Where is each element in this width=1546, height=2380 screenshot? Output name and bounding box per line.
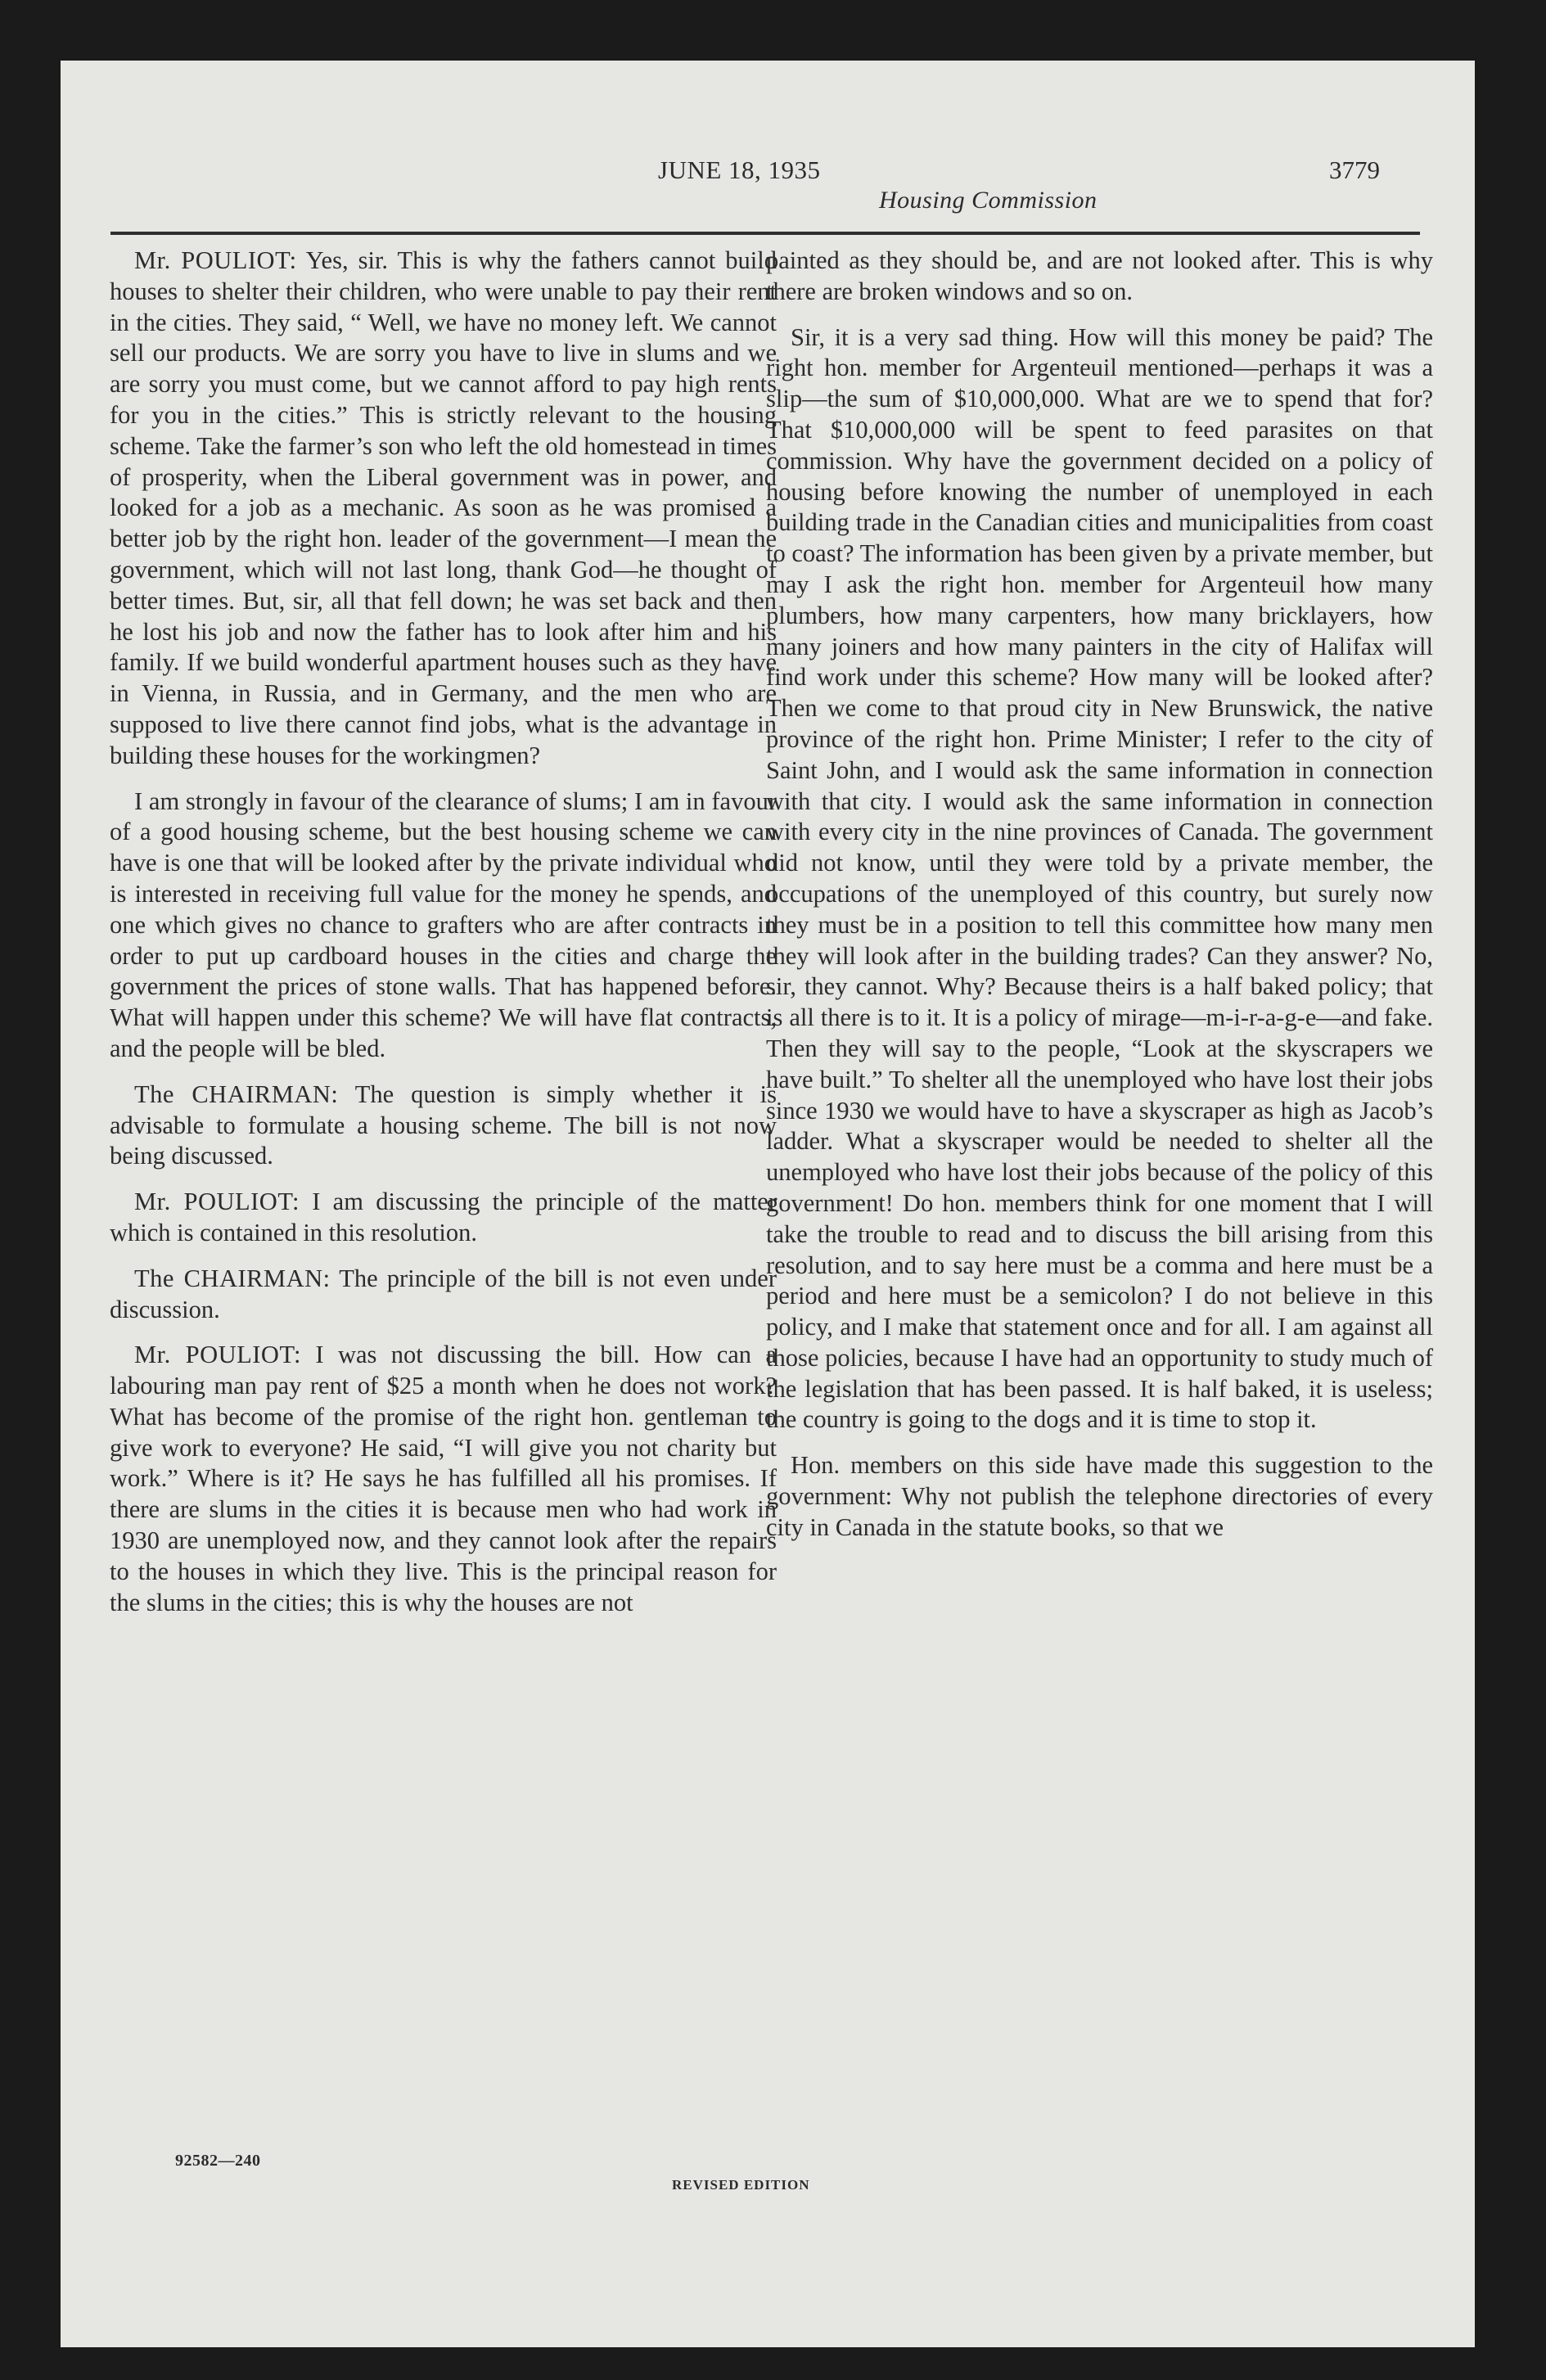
edition-label: REVISED EDITION bbox=[672, 2177, 810, 2193]
paragraph bbox=[110, 246, 777, 772]
right-column bbox=[766, 246, 1433, 1558]
paragraph-text: Hon. members on this side have made this suggestion to the government: Why not publish the telephone directories of every city in Canada in the statute books, so that we bbox=[766, 1451, 1433, 1541]
speaker-name: Mr. POULIOT: bbox=[134, 1188, 300, 1216]
page-header bbox=[61, 156, 1475, 254]
speaker-name: Mr. POULIOT: bbox=[134, 1341, 302, 1369]
paragraph bbox=[110, 787, 777, 1065]
document-page bbox=[61, 61, 1475, 2347]
speaker-name: The CHAIRMAN: bbox=[134, 1080, 339, 1108]
paragraph-continuation bbox=[766, 246, 1433, 308]
header-rule bbox=[110, 232, 1420, 235]
paragraph bbox=[766, 1450, 1433, 1543]
paragraph-text: Sir, it is a very sad thing. How will this money be paid? The right hon. member for Argenteuil mentioned—perhaps it was a slip—the sum of $10,000,000. What are we to spend that for? That $10,000,000 will be spent to feed parasites on that commission. Why have the government decided on a policy of housing before knowing the number of unemployed in each building trade in the Canadian cities and municipalities from coast to coast? The information has been given by a private member, but may I ask the right hon. member for Argenteuil how many plumbers, how many carpenters, how many bricklayers, how many joiners and how many painters in the city of Halifax will find work under this scheme? How many will be looked after? Then we come to that proud city in New Brunswick, the native province of the right hon. Prime Minister; I refer to the city of Saint John, and I would ask the same information in connection with that city. I would ask the same information in connection with every city in the nine provinces of Canada. The government did not know, until they were told by a private member, the occupations of the unemployed of this country, but surely now they must be in a position to tell this committee how many men they will look after in the building trades? Can they answer? No, sir, they cannot. Why? Because theirs is a half baked policy; that is all there is to it. It is a policy of mirage—m-i-r-a-g-e—and fake. Then they will say to the people, “Look at the skyscrapers we have built.” To shelter all the unemployed who have lost their jobs since 1930 we would have to have a skyscraper as high as Jacob’s ladder. What a skyscraper would be needed to shelter all the unemployed who have lost their jobs because of the policy of this government! Do hon. members think for one moment that I will take the trouble to read and to discuss the bill arising from this resolution, and to say here must be a comma and here must be a period and here must be a semicolon? I do not believe in this policy, and I make that statement once and for all. I am against all those policies, because I have had an opportunity to study much of the legislation that has been passed. It is half baked, it is useless; the country is going to the dogs and it is time to stop it. bbox=[766, 322, 1433, 1434]
speaker-name: The CHAIRMAN: bbox=[134, 1264, 331, 1292]
print-code: 92582—240 bbox=[175, 2152, 261, 2170]
paragraph-text: I am strongly in favour of the clearance of slums; I am in favour of a good housing scheme, but the best housing scheme we can have is one that will be looked after by the private individual who is interested in receiving full value for the money he spends, and one which gives no chance to grafters who are after contracts in order to put up cardboard houses in the cities and charge the government the prices of stone walls. That has happened before. What will happen under this scheme? We will have flat contracts, and the people will be bled. bbox=[110, 787, 777, 1062]
section-title: Housing Commission bbox=[879, 187, 1098, 214]
paragraph-text: painted as they should be, and are not looked after. This is why there are broken windows and so on. bbox=[766, 246, 1433, 305]
page-number: 3779 bbox=[1329, 156, 1380, 184]
speaker-name: Mr. POULIOT: bbox=[134, 246, 297, 274]
paragraph bbox=[110, 1264, 777, 1326]
paragraph bbox=[110, 1187, 777, 1249]
header-date: JUNE 18, 1935 bbox=[658, 156, 821, 184]
paragraph-text: I am discussing the principle of the matter which is contained in this resolution. bbox=[110, 1188, 778, 1246]
paragraph-text: I was not discussing the bill. How can a labouring man pay rent of $25 a month when he does not work? What has become of the promise of the right hon. gentleman to give work to everyone? He said, “I will give you not charity but work.” Where is it? He says he has fulfilled all his promises. If there are slums in the cities it is because men who had work in 1930 are unemployed now, and they cannot look after the repairs to the houses in which they live. This is the principal reason for the slums in the cities; this is why the houses are not bbox=[110, 1341, 777, 1616]
paragraph-text: The question is simply whether it is advisable to formulate a housing scheme. The bill is not now being discussed. bbox=[110, 1080, 777, 1170]
paragraph-text: The principle of the bill is not even under discussion. bbox=[110, 1264, 777, 1323]
paragraph-text: Yes, sir. This is why the fathers cannot build houses to shelter their children, who were unable to pay their rent in the cities. They said, “ Well, we have no money left. We cannot sell our products. We are sorry you have to live in slums and we are sorry you must come, but we cannot afford to pay high rents for you in the cities.” This is strictly relevant to the housing scheme. Take the farmer’s son who left the old homestead in times of prosperity, when the Liberal government was in power, and looked for a job as a mechanic. As soon as he was promised a better job by the right hon. leader of the government—I mean the government, which will not last long, thank God—he thought of better times. But, sir, all that fell down; he was set back and then he lost his job and now the father has to look after him and his family. If we build wonderful apartment houses such as they have in Vienna, in Russia, and in Germany, and the men who are supposed to live there cannot find jobs, what is the advantage in building these houses for the workingmen? bbox=[110, 246, 777, 769]
left-column bbox=[110, 246, 777, 1633]
paragraph bbox=[110, 1080, 777, 1172]
paragraph bbox=[766, 322, 1433, 1436]
paragraph bbox=[110, 1340, 777, 1618]
